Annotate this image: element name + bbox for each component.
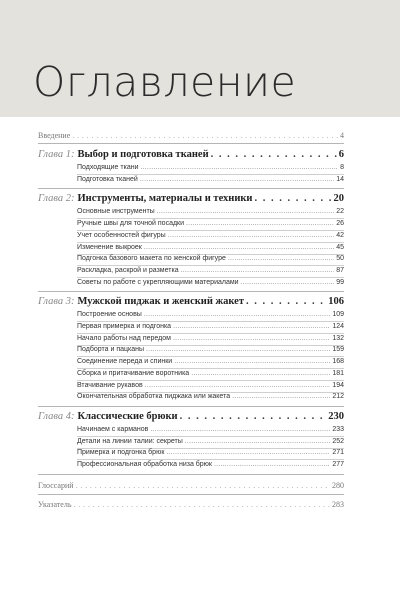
divider-line (38, 143, 344, 144)
toc-item-3-4[interactable] (77, 346, 344, 353)
toc-chapter-4-page: 230 (328, 410, 344, 422)
toc-item-3-7-label: Втачивание рукавов (77, 381, 143, 389)
toc-entry-intro[interactable] (38, 131, 344, 140)
dot-leader (145, 382, 331, 389)
toc-item-2-4-label: Изменение выкроек (77, 243, 142, 251)
toc-item-4-1-label: Начинаем с карманов (77, 425, 149, 433)
toc-item-2-6-page: 87 (336, 266, 344, 274)
toc-entry-index-label: Указатель (38, 499, 72, 509)
dot-leader (214, 461, 330, 468)
toc-item-4-2-label: Детали на линии талии: секреты (77, 437, 183, 445)
toc-item-4-4[interactable] (77, 461, 344, 468)
divider-line (38, 291, 344, 292)
toc-item-2-3-label: Учет особенностей фигуры (77, 231, 166, 239)
toc-entry-glossary-page: 280 (332, 480, 344, 490)
dot-leader (144, 311, 330, 318)
toc-item-3-5[interactable] (77, 358, 344, 365)
toc-item-3-1-page: 109 (332, 311, 344, 319)
toc-item-4-3-label: Примерка и подгонка брюк (77, 449, 165, 457)
toc-item-2-5-label: Подгонка базового макета по женской фигуре (77, 255, 226, 263)
toc-item-3-3-label: Начало работы над передом (77, 334, 171, 342)
dot-leader (72, 131, 338, 140)
toc-chapter-4-number: Глава 4: (38, 410, 75, 422)
toc-item-4-4-label: Профессиональная обработка низа брюк (77, 461, 212, 468)
toc-item-1-2-label: Подготовка тканей (77, 175, 138, 183)
dot-leader (185, 438, 331, 445)
page-title: Оглавление (33, 58, 297, 106)
toc-item-3-4-page: 159 (332, 346, 344, 354)
toc-entry-glossary-label: Глоссарий (38, 480, 74, 490)
toc-item-4-1[interactable] (77, 426, 344, 433)
dot-leader (241, 279, 335, 286)
toc-chapter-2[interactable] (38, 193, 344, 204)
dot-leader (246, 296, 326, 307)
toc-item-3-2-label: Первая примерка и подгонка (77, 323, 172, 330)
toc-item-2-7-label: Советы по работе с укрепляющими материалами (77, 278, 239, 286)
dot-leader (173, 323, 330, 330)
dot-leader (191, 370, 330, 377)
toc-item-3-7[interactable] (77, 382, 344, 389)
toc-item-2-3-page: 42 (336, 231, 344, 239)
dot-leader (76, 481, 330, 490)
toc-item-3-8-label: Окончательная обработка пиджака или жакета (77, 393, 231, 401)
toc-chapter-1[interactable] (38, 149, 344, 160)
toc-item-3-8[interactable] (77, 393, 344, 400)
toc-item-3-2-page: 124 (332, 323, 344, 330)
toc-item-1-1-label: Подходящие ткани (77, 164, 139, 171)
toc-entry-index[interactable] (38, 500, 344, 509)
toc-item-3-1[interactable] (77, 311, 344, 318)
toc-item-3-5-page: 168 (332, 358, 344, 366)
toc-entry-index-page: 283 (332, 499, 344, 509)
divider-line (38, 494, 344, 495)
dot-leader (73, 500, 330, 509)
dot-leader (157, 208, 335, 215)
toc-item-1-1-page: 8 (340, 164, 344, 171)
toc-item-3-8-page: 212 (332, 393, 344, 401)
dot-leader (173, 335, 330, 342)
toc-item-4-1-page: 233 (332, 425, 344, 433)
toc-item-3-3[interactable] (77, 335, 344, 342)
toc-item-2-7[interactable] (77, 279, 344, 286)
dot-leader (180, 411, 327, 422)
dot-leader (211, 149, 337, 160)
toc-chapter-3-label: Глава 3: Мужской пиджак и женский жакет (38, 296, 245, 308)
toc-item-4-2[interactable] (77, 438, 344, 445)
dot-leader (141, 164, 339, 171)
dot-leader (146, 346, 330, 353)
toc-item-2-3[interactable] (77, 232, 344, 239)
toc-item-2-4-page: 45 (336, 243, 344, 251)
toc-item-3-6-label: Сборка и притачивание воротника (77, 369, 190, 377)
toc-chapter-2-page: 20 (333, 193, 344, 205)
toc-item-2-2-page: 26 (336, 220, 344, 228)
toc-chapter-3-page: 106 (328, 296, 344, 308)
dot-leader (166, 449, 330, 456)
toc-item-4-2-page: 252 (332, 437, 344, 445)
toc-chapter-4[interactable] (38, 411, 344, 422)
dot-leader (144, 244, 334, 251)
toc-chapter-2-number: Глава 2: (38, 193, 75, 205)
toc-chapter-2-label: Глава 2: Инструменты, материалы и техники (38, 193, 253, 205)
dot-leader (186, 220, 334, 227)
dot-leader (254, 193, 331, 204)
toc-chapter-1-page: 6 (338, 149, 344, 160)
toc-item-1-1[interactable] (77, 164, 344, 171)
dot-leader (232, 393, 330, 400)
toc-item-3-6[interactable] (77, 370, 344, 377)
toc-item-3-7-page: 194 (332, 381, 344, 389)
toc-entry-glossary[interactable] (38, 481, 344, 490)
toc-item-3-4-label: Подборта и пацканы (77, 346, 145, 354)
toc-chapter-1-label: Глава 1: Выбор и подготовка тканей (38, 149, 209, 160)
toc-item-3-6-page: 181 (332, 369, 344, 377)
toc-item-3-5-label: Соединение переда и спинки (77, 358, 173, 366)
toc-chapter-4-label: Глава 4: Классические брюки (38, 410, 178, 422)
toc-item-2-5[interactable] (77, 255, 344, 262)
divider-line (38, 474, 344, 475)
dot-leader (181, 267, 335, 274)
toc-item-1-2[interactable] (77, 176, 344, 183)
toc-item-2-4[interactable] (77, 244, 344, 251)
toc-item-2-2[interactable] (77, 220, 344, 227)
toc-item-3-2[interactable] (77, 323, 344, 330)
dot-leader (150, 426, 330, 433)
toc-item-2-1-label: Основные инструменты (77, 208, 155, 216)
toc-item-2-6[interactable] (77, 267, 344, 274)
dot-leader (228, 255, 334, 262)
toc-item-2-2-label: Ручные швы для точной посадки (77, 220, 185, 228)
divider-line (38, 188, 344, 189)
toc-chapter-3-number: Глава 3: (38, 296, 75, 308)
toc-item-1-2-page: 14 (336, 175, 344, 183)
toc-item-2-1-page: 22 (336, 208, 344, 216)
toc-chapter-1-number: Глава 1: (38, 149, 75, 160)
toc-item-2-7-page: 99 (336, 278, 344, 286)
dot-leader (168, 232, 335, 239)
toc-item-4-4-page: 277 (332, 461, 344, 468)
toc-item-3-1-label: Построение основы (77, 311, 142, 319)
toc-item-3-3-page: 132 (332, 334, 344, 342)
toc-entry-intro-page: 4 (340, 131, 344, 140)
toc-item-4-3-page: 271 (332, 449, 344, 457)
dot-leader (140, 176, 334, 183)
toc-item-4-3[interactable] (77, 449, 344, 456)
toc-item-2-5-page: 50 (336, 255, 344, 263)
toc-item-2-6-label: Раскладка, раскрой и разметка (77, 266, 179, 274)
toc-entry-intro-label: Введение (38, 131, 71, 140)
divider-line (38, 406, 344, 407)
dot-leader (174, 358, 330, 365)
toc-chapter-3[interactable] (38, 296, 344, 307)
toc-item-2-1[interactable] (77, 208, 344, 215)
